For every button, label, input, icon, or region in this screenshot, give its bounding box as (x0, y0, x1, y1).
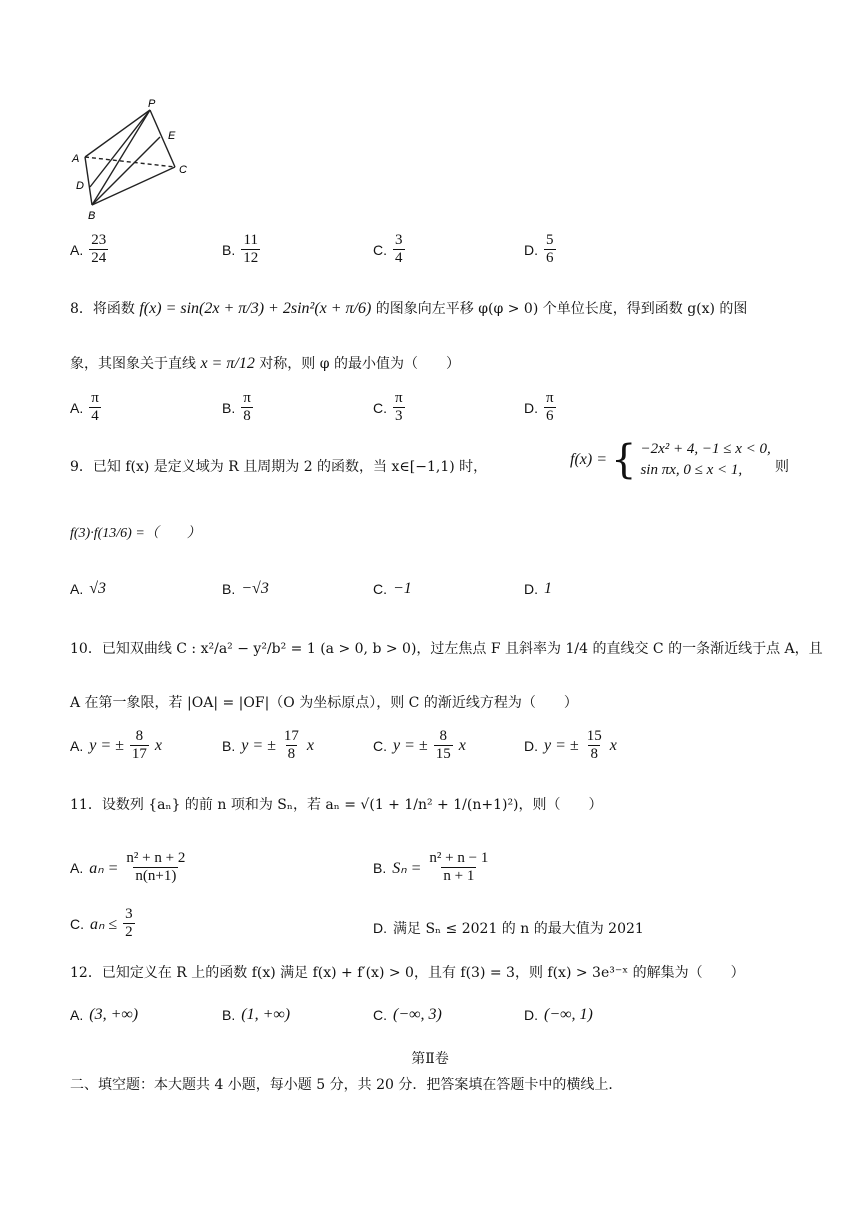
fraction: $\frac{\pi}{8}$ (243, 390, 251, 425)
q10-options (0, 728, 860, 768)
label-p: P (148, 98, 156, 110)
fraction: $\frac{23}{24}$ (91, 232, 107, 267)
q9-piecewise: f(x) = { −2x² + 4, −1 ≤ x < 0, sin πx, 0 ≤ x < 1, (570, 437, 771, 483)
pyramid-figure (62, 95, 202, 225)
q9-option-a[interactable]: A. √3 (70, 580, 107, 597)
q11-option-b[interactable]: B. Sₙ = $\frac{\text{n² + n − 1}}{n + 1}$ (373, 850, 489, 885)
label-a: A (72, 153, 80, 165)
label-b: B (88, 210, 96, 222)
q10-line1: 10．已知双曲线 C : x²/a² − y²/b² = 1 (a > 0, b > 0)，过左焦点 F 且斜率为 1/4 的直线交 C 的一条渐近线于点 A，且 (70, 641, 823, 657)
q8-line1: 8．将函数 f(x) = sin(2x + π/3) + 2sin²(x + π/6) 的图象向左平移 φ(φ > 0) 个单位长度，得到函数 g(x) 的图 (70, 300, 748, 317)
brace-glyph: { (611, 437, 637, 483)
fraction: $\frac{5}{6}$ (546, 232, 554, 267)
q9-line2: f(3)·f(13/6) =（ ） (70, 526, 201, 541)
q11-option-d[interactable]: D. 满足 Sₙ ≤ 2021 的 n 的最大值为 2021 (373, 920, 644, 937)
q11-options-row1 (0, 850, 860, 890)
q12-options (0, 1006, 860, 1046)
label-c: C (179, 164, 187, 176)
q9-option-b[interactable]: B. −√3 (222, 580, 269, 597)
q10-option-d[interactable]: D. y = ± $\frac{15}{8}$ x (524, 728, 617, 763)
q8-axis-formula: x = π/12 (200, 355, 255, 372)
q10-line2: A 在第一象限，若 |OA| = |OF|（O 为坐标原点），则 C 的渐近线方程为（ ） (70, 695, 578, 711)
q8-option-c[interactable]: C. $\frac{\pi}{3}$ (373, 390, 403, 425)
fraction: $\frac{3}{4}$ (395, 232, 403, 267)
q7-options (0, 232, 860, 272)
q12-option-b[interactable]: B. (1, +∞) (222, 1006, 291, 1023)
q12-option-c[interactable]: C. (−∞, 3) (373, 1006, 442, 1023)
fraction: $\frac{11}{12}$ (243, 232, 259, 267)
part2-heading: 二、填空题：本大题共 4 小题，每小题 5 分，共 20 分．把答案填在答题卡中的横线上． (70, 1077, 623, 1093)
q8-options (0, 390, 860, 430)
q9-then: 则 (775, 459, 789, 475)
label-e: E (168, 130, 176, 142)
q7-option-d[interactable]: D. $\frac{5}{6}$ (524, 232, 554, 267)
q7-option-c[interactable]: C. $\frac{3}{4}$ (373, 232, 403, 267)
q9-option-d[interactable]: D. 1 (524, 580, 552, 597)
fraction: $\frac{\pi}{4}$ (91, 390, 99, 425)
q10-option-b[interactable]: B. y = ± $\frac{17}{8}$ x (222, 728, 315, 763)
q12-option-a[interactable]: A. (3, +∞) (70, 1006, 139, 1023)
q10-option-c[interactable]: C. y = ± $\frac{8}{15}$ x (373, 728, 466, 763)
q9-line1: 9．已知 f(x) 是定义域为 R 且周期为 2 的函数，当 x∈[−1,1) 时， (70, 459, 488, 475)
q10-option-a[interactable]: A. y = ± $\frac{8}{17}$ x (70, 728, 163, 763)
q11-options-row2 (0, 906, 860, 946)
q8-formula: f(x) = sin(2x + π/3) + 2sin²(x + π/6) (139, 300, 372, 317)
q7-option-a[interactable]: A. $\frac{23}{24}$ (70, 232, 107, 267)
q8-option-d[interactable]: D. $\frac{\pi}{6}$ (524, 390, 554, 425)
q12-line1: 12．已知定义在 R 上的函数 f(x) 满足 f(x) + f′(x) > 0，且有 f(3) = 3，则 f(x) > 3e³⁻ˣ 的解集为（ ） (70, 965, 745, 981)
q9-options (0, 580, 860, 620)
q7-option-b[interactable]: B. $\frac{11}{12}$ (222, 232, 259, 267)
section-title: 第Ⅱ卷 (411, 1051, 449, 1067)
q11-line1: 11．设数列 {aₙ} 的前 n 项和为 Sₙ，若 aₙ = √(1 + 1/n² + 1/(n+1)²)，则（ ） (70, 797, 603, 813)
q9-option-c[interactable]: C. −1 (373, 580, 412, 597)
q11-option-a[interactable]: A. aₙ = $\frac{\text{n² + n + 2}}{n(n+1)}$ (70, 850, 186, 885)
fraction: $\frac{\pi}{6}$ (546, 390, 554, 425)
label-d: D (76, 180, 84, 192)
q11-option-c[interactable]: C. aₙ ≤ $\frac{3}{2}$ (70, 906, 133, 941)
fraction: $\frac{\pi}{3}$ (395, 390, 403, 425)
q8-option-b[interactable]: B. $\frac{\pi}{8}$ (222, 390, 251, 425)
q12-option-d[interactable]: D. (−∞, 1) (524, 1006, 593, 1023)
q8-line2: 象，其图象关于直线 x = π/12 对称，则 φ 的最小值为（ ） (70, 355, 460, 372)
q8-option-a[interactable]: A. $\frac{\pi}{4}$ (70, 390, 99, 425)
